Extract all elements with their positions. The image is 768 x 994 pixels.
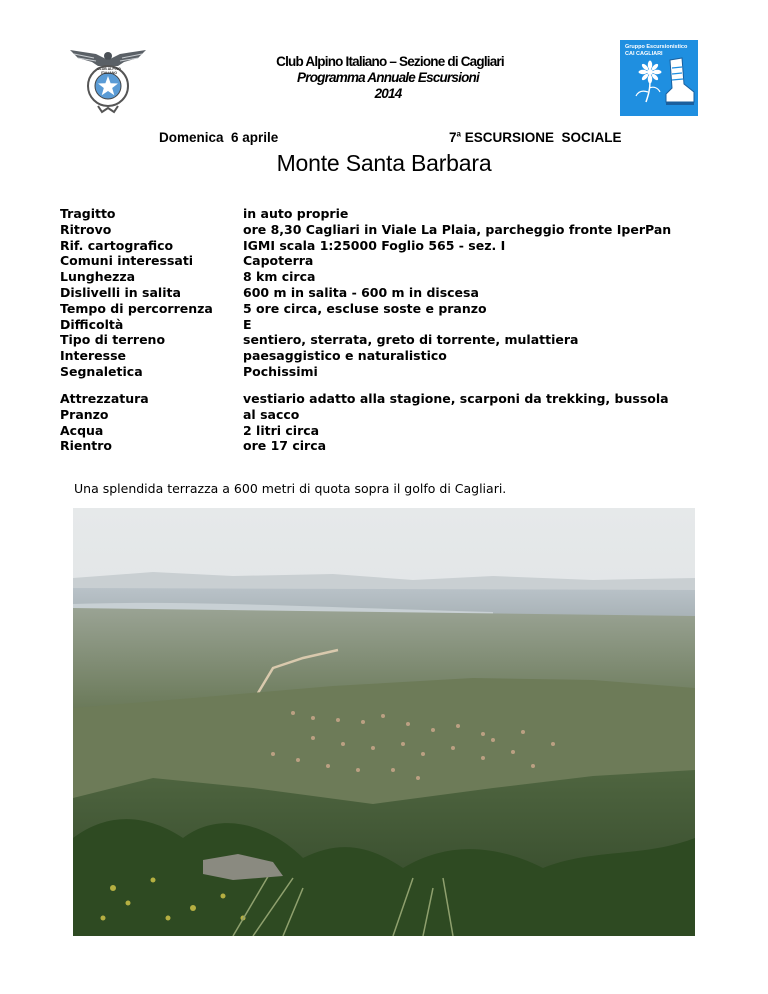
detail-value: in auto proprie <box>243 206 349 221</box>
detail-row <box>60 206 720 222</box>
detail-label: Tipo di terreno <box>60 332 166 348</box>
detail-row <box>60 438 720 454</box>
detail-row <box>60 332 720 348</box>
detail-row <box>60 238 720 254</box>
detail-value: 8 km circa <box>243 269 316 285</box>
header-club-name: Club Alpino Italiano – Sezione di Cagliari <box>276 54 504 69</box>
detail-row <box>60 222 720 238</box>
logo-text-line1: Gruppo Escursionistico <box>625 44 688 50</box>
detail-label: Acqua <box>60 422 104 438</box>
detail-label: Lunghezza <box>60 269 136 285</box>
detail-label: Ritrovo <box>60 221 112 237</box>
excursion-number <box>449 130 622 145</box>
detail-label: Segnaletica <box>60 363 143 379</box>
excursion-label: ESCURSIONE SOCIALE <box>460 130 622 145</box>
detail-value: 600 m in salita - 600 m in discesa <box>243 284 479 300</box>
detail-label: Comuni interessati <box>60 253 194 269</box>
detail-value: paesaggistico e naturalistico <box>243 348 447 364</box>
detail-value: al sacco <box>243 406 300 422</box>
detail-row <box>60 423 720 439</box>
detail-row <box>60 407 720 423</box>
detail-row <box>60 253 720 269</box>
cai-logo-text: CLUB ALPINO ITALIANO <box>97 67 121 75</box>
excursion-number-value: 7 <box>449 130 457 145</box>
detail-label: Rif. cartografico <box>60 237 174 253</box>
detail-label: Dislivelli in salita <box>60 284 181 300</box>
header-year: 2014 <box>374 86 402 101</box>
logo-text-line2: CAI CAGLIARI <box>625 51 663 57</box>
detail-value: Capoterra <box>243 253 314 269</box>
detail-row <box>60 285 720 301</box>
mountain-view-photo-icon <box>73 508 695 936</box>
detail-value: 5 ore circa, escluse soste e pranzo <box>243 300 487 316</box>
detail-row <box>60 269 720 285</box>
detail-label: Rientro <box>60 438 113 454</box>
excursion-number-suffix: a <box>456 129 461 139</box>
detail-value: Pochissimi <box>243 363 318 379</box>
detail-value: vestiario adatto alla stagione, scarponi da trekking, bussola <box>243 391 669 406</box>
excursion-date: Domenica 6 aprile <box>159 130 279 145</box>
page-title: Monte Santa Barbara <box>276 150 492 176</box>
detail-row <box>60 364 720 380</box>
detail-row <box>60 348 720 364</box>
detail-value: ore 8,30 Cagliari in Viale La Plaia, parcheggio fronte IperPan <box>243 221 672 237</box>
detail-value: IGMI scala 1:25000 Foglio 565 - sez. I <box>243 237 506 253</box>
header-program: Programma Annuale Escursioni <box>297 70 479 85</box>
detail-row <box>60 301 720 317</box>
detail-label: Tragitto <box>60 206 116 221</box>
details-table <box>60 206 720 380</box>
intro-text: Una splendida terrazza a 600 metri di quota sopra il golfo di Cagliari. <box>74 481 507 496</box>
detail-label: Tempo di percorrenza <box>60 300 213 316</box>
landscape-photo <box>73 508 695 936</box>
detail-value: sentiero, sterrata, greto di torrente, mulattiera <box>243 332 579 348</box>
detail-value: ore 17 circa <box>243 438 327 454</box>
detail-label: Attrezzatura <box>60 391 149 406</box>
detail-value: E <box>243 316 252 332</box>
detail-value: 2 litri circa <box>243 422 320 438</box>
detail-label: Pranzo <box>60 406 109 422</box>
detail-label: Interesse <box>60 348 127 364</box>
detail-row <box>60 317 720 333</box>
extras-table <box>60 391 720 454</box>
detail-label: Difficoltà <box>60 316 124 332</box>
detail-row <box>60 391 720 407</box>
